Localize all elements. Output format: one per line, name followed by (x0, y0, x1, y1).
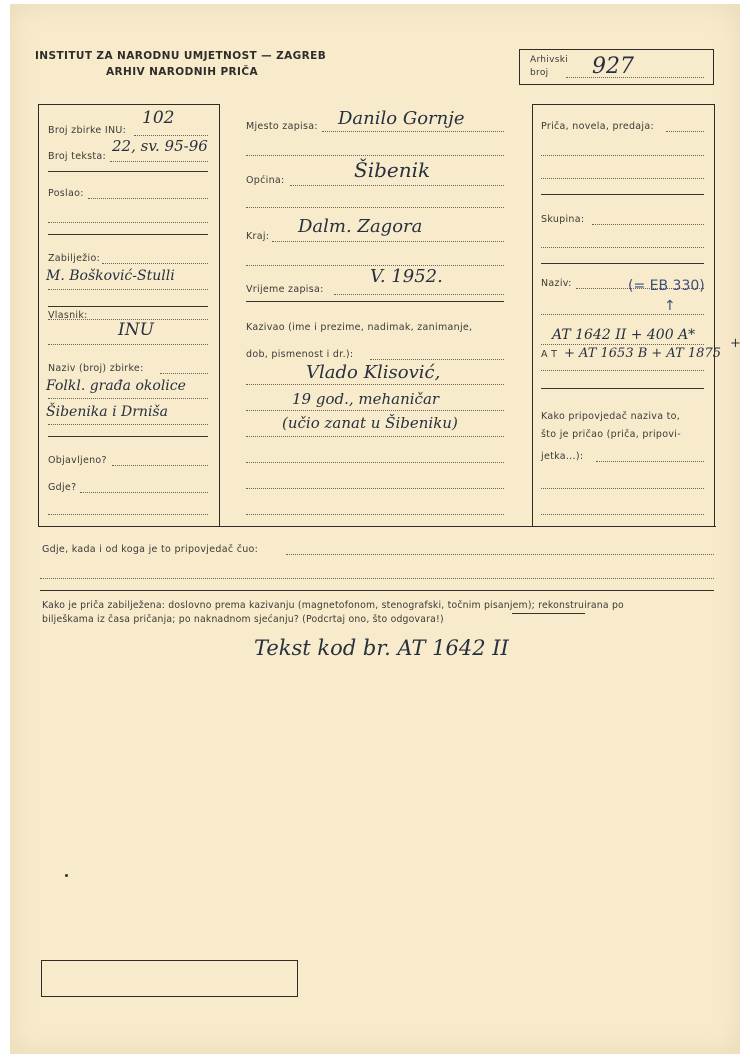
vrijeme-value: V. 1952. (370, 266, 443, 287)
broj-teksta-label: Broj teksta: (48, 151, 107, 162)
zabiljezio-label: Zabilježio: (48, 253, 101, 264)
broj-zbirke-label: Broj zbirke INU: (48, 125, 127, 136)
mjesto-value: Danilo Gornje (338, 108, 465, 129)
skupina-label: Skupina: (541, 214, 585, 225)
naziv-stamp: (= EB 330) (628, 278, 705, 294)
at-line-2: + AT 1653 B + AT 1875 (564, 346, 721, 361)
tocnim-pisanjem-underline (512, 613, 585, 614)
kazivao-value-2: 19 god., mehaničar (292, 390, 440, 408)
kako-label-3: jetka...): (541, 451, 584, 462)
archive-title: ARHIV NARODNIH PRIČA (106, 66, 258, 78)
arhivski-label: Arhivski (530, 55, 569, 65)
kazivao-value-1: Vlado Klisović, (306, 362, 441, 383)
tekst-note: Tekst kod br. AT 1642 II (254, 636, 509, 660)
gdje-label: Gdje? (48, 482, 77, 493)
kazivao-label-1: Kazivao (ime i prezime, nadimak, zanimanje, (246, 322, 473, 333)
frame-bottom-border (38, 526, 716, 527)
broj-teksta-value: 22, sv. 95-96 (112, 137, 208, 155)
naziv-zbirke-label: Naziv (broj) zbirke: (48, 363, 144, 374)
frame-divider-right (532, 104, 533, 527)
institute-title: INSTITUT ZA NARODNU UMJETNOST — ZAGREB (35, 50, 327, 62)
naziv-arrow: ↑ (664, 298, 676, 314)
broj-label: broj (530, 68, 549, 78)
at-plus: + (730, 336, 741, 351)
naziv-label: Naziv: (541, 278, 572, 289)
ink-dot (65, 874, 68, 877)
kako-label-1: Kako pripovjedač naziva to, (541, 411, 681, 422)
prica-label: Priča, novela, predaja: (541, 121, 654, 132)
objavljeno-label: Objavljeno? (48, 455, 107, 466)
opcina-label: Općina: (246, 175, 285, 186)
naziv-zbirke-value-2: Šibenika i Drniša (46, 404, 168, 420)
broj-zbirke-value: 102 (142, 108, 175, 128)
at-line-2-prefix: A T (541, 349, 558, 360)
vlasnik-value: INU (118, 320, 154, 340)
poslao-label: Poslao: (48, 188, 84, 199)
arhivski-broj-value: 927 (592, 54, 634, 79)
gdje-kada-label: Gdje, kada i od koga je to pripovjedač čuo: (42, 544, 259, 555)
kraj-value: Dalm. Zagora (298, 216, 423, 237)
zabiljezio-value: M. Bošković-Stulli (46, 268, 175, 284)
kazivao-label-2: dob, pismenost i dr.): (246, 349, 354, 360)
zabiljezena-line-2: bilješkama iz časa pričanja; po naknadnom sjećanju? (Podcrtaj ono, što odgovara!) (42, 614, 444, 625)
naziv-zbirke-value-1: Folkl. građa okolice (46, 378, 186, 394)
kraj-label: Kraj: (246, 231, 270, 242)
frame-left-border (38, 104, 39, 527)
empty-stamp-box (41, 960, 298, 997)
vrijeme-label: Vrijeme zapisa: (246, 284, 324, 295)
kazivao-value-3: (učio zanat u Šibeniku) (282, 414, 458, 432)
opcina-value: Šibenik (354, 158, 431, 182)
frame-divider-left (219, 104, 220, 527)
vlasnik-label: Vlasnik: (48, 310, 88, 321)
archive-card (10, 4, 740, 1054)
zabiljezena-line-1: Kako je priča zabilježena: doslovno prema kazivanju (magnetofonom, stenografski, točnim pisanjem); rekonstruirana po (42, 600, 624, 611)
at-line-1: AT 1642 II + 400 A* (552, 327, 696, 343)
kako-label-2: što je pričao (priča, pripovi- (541, 429, 681, 440)
frame-right-border (714, 104, 715, 527)
mjesto-label: Mjesto zapisa: (246, 121, 318, 132)
